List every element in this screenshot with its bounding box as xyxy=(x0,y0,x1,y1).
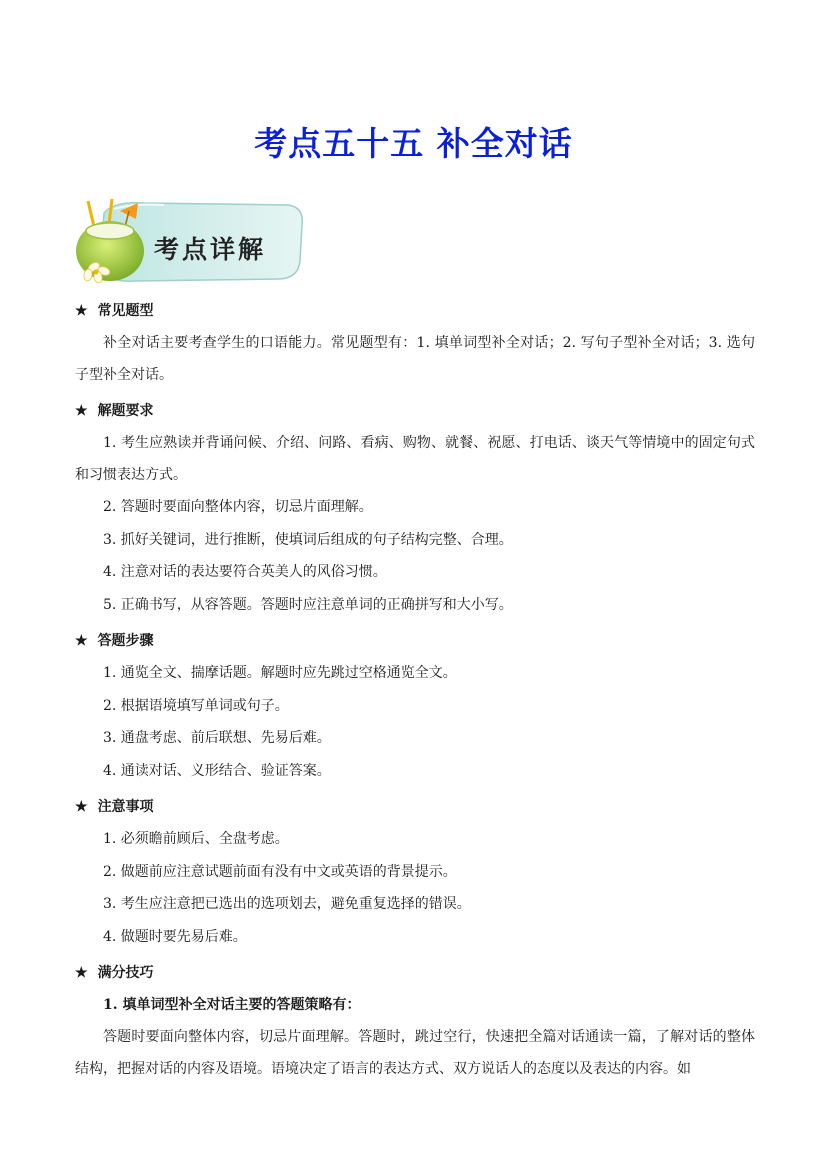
list-item: 3. 通盘考虑、前后联想、先易后难。 xyxy=(103,730,331,746)
list-item: 1. 考生应熟读并背诵问候、介绍、问路、看病、购物、就餐、祝愿、打电话、谈天气等情境中的固定句式和习惯表达方式。 xyxy=(75,435,755,483)
list-item: 5. 正确书写，从容答题。答题时应注意单词的正确拼写和大小写。 xyxy=(103,596,513,613)
list-item: 4. 通读对话、义形结合、验证答案。 xyxy=(103,762,331,779)
section-heading: ★ 满分技巧 xyxy=(75,965,154,981)
banner-title: 考点详解 xyxy=(154,235,267,264)
list-item: 4. 注意对话的表达要符合英美人的风俗习惯。 xyxy=(103,564,387,580)
star-icon: ★ xyxy=(75,965,88,981)
section-heading: ★ 答题步骤 xyxy=(75,633,154,649)
page-title: 考点五十五 补全对话 xyxy=(254,124,573,163)
list-item: 2. 答题时要面向整体内容，切忌片面理解。 xyxy=(103,499,373,515)
list-item: 4. 做题时要先易后难。 xyxy=(103,928,247,945)
paragraph: 补全对话主要考查学生的口语能力。常见题型有：1. 填单词型补全对话；2. 写句子型补全对话；3. 选句子型补全对话。 xyxy=(75,335,755,383)
list-item: 1. 通览全文、揣摩话题。解题时应先跳过空格通览全文。 xyxy=(103,665,457,681)
section-heading: ★ 注意事项 xyxy=(75,799,154,815)
subsection-heading: 1. 填单词型补全对话主要的答题策略有： xyxy=(103,997,361,1013)
section-heading: ★ 常见题型 xyxy=(75,303,154,319)
star-icon: ★ xyxy=(75,799,88,815)
list-item: 2. 根据语境填写单词或句子。 xyxy=(103,697,289,714)
star-icon: ★ xyxy=(75,303,88,319)
list-item: 1. 必须瞻前顾后、全盘考虑。 xyxy=(103,831,289,847)
paragraph: 答题时要面向整体内容，切忌片面理解。答题时，跳过空行，快速把全篇对话通读一篇，了解对话的整体结构，把握对话的内容及语境。语境决定了语言的表达方式、双方说话人的态度以及表达的内容。如 xyxy=(75,1029,755,1077)
document-body xyxy=(75,297,755,1085)
star-icon: ★ xyxy=(75,633,88,649)
list-item: 3. 考生应注意把已选出的选项划去，避免重复选择的错误。 xyxy=(103,896,471,912)
section-heading: ★ 解题要求 xyxy=(75,403,154,419)
star-icon: ★ xyxy=(75,403,88,419)
list-item: 3. 抓好关键词，进行推断，使填词后组成的句子结构完整、合理。 xyxy=(103,531,513,548)
list-item: 2. 做题前应注意试题前面有没有中文或英语的背景提示。 xyxy=(103,863,457,880)
